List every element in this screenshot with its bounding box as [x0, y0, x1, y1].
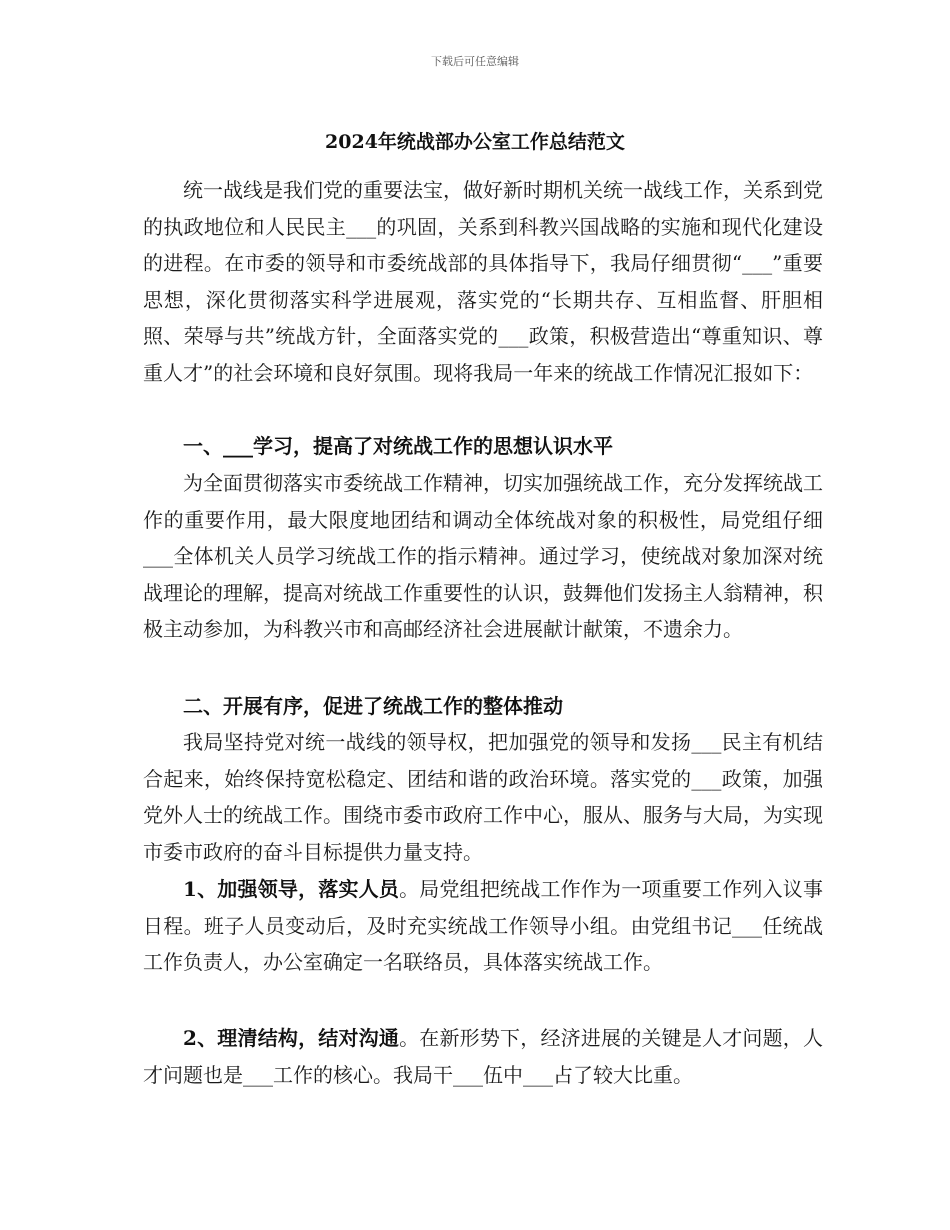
section2-heading-block — [143, 688, 823, 725]
section1-heading-block — [143, 428, 823, 465]
intro-block — [143, 172, 823, 391]
item2-body: 。在新形势下，经济进展的关键是人才问题，人才问题也是___工作的核心。我局干___伍中___占了较大比重。 — [143, 1026, 823, 1087]
section1-body-block — [143, 465, 823, 648]
item1-lead: 1、加强领导，落实人员 — [183, 877, 400, 901]
intro-paragraph: 统一战线是我们党的重要法宝，做好新时期机关统一战线工作，关系到党的执政地位和人民民主___的巩固，关系到科教兴国战略的实施和现代化建设的进程。在市委的领导和市委统战部的具体指导下，我局仔细贯彻“___”重要思想，深化贯彻落实科学进展观，落实党的“长期共存、互相监督、肝胆相照、荣辱与共”统战方针，全面落实党的___政策，积极营造出“尊重知识、尊重人才”的社会环境和良好氛围。现将我局一年来的统战工作情况汇报如下： — [143, 178, 823, 385]
item2-paragraph — [143, 1020, 823, 1093]
section2-heading: 二、开展有序，促进了统战工作的整体推动 — [183, 694, 563, 718]
item1-block — [143, 871, 823, 981]
section2-paragraph: 我局坚持党对统一战线的领导权，把加强党的领导和发扬___民主有机结合起来，始终保持宽松稳定、团结和谐的政治环境。落实党的___政策，加强党外人士的统战工作。围绕市委市政府工作中心，服从、服务与大局，为实现市委市政府的奋斗目标提供力量支持。 — [143, 730, 823, 864]
section1-paragraph: 为全面贯彻落实市委统战工作精神，切实加强统战工作，充分发挥统战工作的重要作用，最大限度地团结和调动全体统战对象的积极性，局党组仔细___全体机关人员学习统战工作的指示精神。通过学习，使统战对象加深对统战理论的理解，提高对统战工作重要性的认识，鼓舞他们发扬主人翁精神，积极主动参加，为科教兴市和高邮经济社会进展献计献策，不遗余力。 — [143, 471, 823, 641]
item2-lead: 2、理清结构，结对沟通 — [183, 1026, 400, 1050]
item1-body: 。局党组把统战工作作为一项重要工作列入议事日程。班子人员变动后，及时充实统战工作领导小组。由党组书记___任统战工作负责人，办公室确定一名联络员，具体落实统战工作。 — [143, 877, 823, 974]
item1-paragraph — [143, 871, 823, 981]
section1-heading: 一、___学习，提高了对统战工作的思想认识水平 — [183, 434, 613, 458]
section2-body-block — [143, 724, 823, 870]
header-note: 下载后可任意编辑 — [431, 55, 519, 68]
document-title: 2024年统战部办公室工作总结范文 — [325, 131, 625, 153]
item2-block — [143, 1020, 823, 1093]
